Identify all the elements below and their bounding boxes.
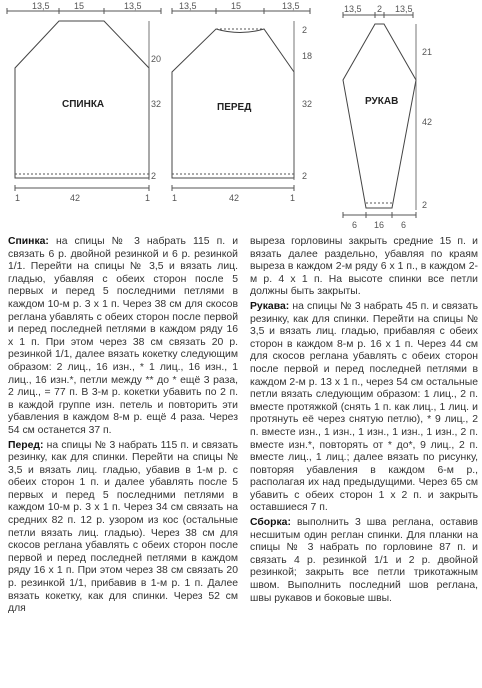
front-neck-dim: 2 [302, 25, 308, 35]
sleeve-outline [343, 24, 416, 208]
front-body-dim: 32 [302, 99, 313, 109]
sleeve-top-middle-dim: 2 [377, 4, 383, 14]
instructions-left-column [8, 236, 238, 686]
sleeve-bottom-left-dim: 6 [352, 220, 358, 230]
sleeve-length-dim: 42 [422, 117, 433, 127]
back-bottom-left-dim: 1 [15, 193, 21, 203]
back-heading: Спинка: [8, 236, 49, 247]
front-section [8, 440, 238, 616]
front-top-right-dim: 13,5 [282, 1, 300, 11]
back-schematic [7, 1, 161, 203]
front-schematic [172, 1, 312, 203]
front-heading: Перед: [8, 439, 44, 451]
back-bottom-right-dim: 1 [145, 193, 151, 203]
sleeve-top-left-dim: 13,5 [344, 4, 362, 14]
sleeve-top-right-dim: 13,5 [395, 4, 413, 14]
front-top-left-dim: 13,5 [179, 1, 197, 11]
front-label: ПЕРЕД [217, 102, 252, 113]
assembly-section [250, 517, 478, 605]
sleeve-heading: Рукава: [250, 300, 290, 312]
front-text: на спицы № 3 набрать 115 п. и связать резинку, как для спинки. Перейти на спицы № 3,5 и вязать лиц. гладью, убавив в 1-м р. с обеих сторон 1 п. и далее убавлять после 5 первых и перед 5 последними петлями в каждом 10-м р. 3 х 1 п. Через 34 см связать на средних 82 п. 12 р. узором из кос (остальные петли вязать лиц. гладью). Через 38 см для скосов реглана убавлять с обеих сторон после первой и перед последней петлями в каждом ряду 16 х 1 п. При этом через 38 см связать 20 р. резинкой 1/1, прибавив в 1-м р. 1 п. Далее вязать кокетку, как для спинки. Через 52 см для [8, 439, 238, 615]
back-top-left-dim: 13,5 [32, 1, 50, 11]
back-section [8, 236, 238, 438]
back-top-middle-dim: 15 [74, 1, 85, 11]
sleeve-schematic [343, 4, 432, 230]
sleeve-label: РУКАВ [365, 96, 399, 107]
assembly-text: выполнить 3 шва реглана, оставив несшитым один реглан спинки. Для планки на спицы № 3 набрать по горловине 87 п. и связать 4 р. резинкой 1/1 и 2 р. двойной резинкой; закрыть все петли трикотажным швом. Выполнить последний шов реглана, швы рукавов и боковые швы. [250, 517, 478, 604]
sleeve-bottom-right-dim: 6 [401, 220, 407, 230]
sleeve-bottom-width-dim: 16 [374, 220, 385, 230]
sleeve-section [250, 301, 478, 515]
back-top-right-dim: 13,5 [124, 1, 142, 11]
front-continued-section [250, 236, 478, 299]
front-armhole-dim: 18 [302, 51, 313, 61]
front-bottom-right-dim: 1 [290, 193, 296, 203]
assembly-heading: Сборка: [250, 517, 291, 529]
back-armhole-dim: 20 [151, 54, 162, 64]
back-rib-dim: 2 [151, 171, 157, 181]
instructions-right-column [250, 236, 478, 686]
back-body-dim: 32 [151, 99, 162, 109]
sleeve-raglan-dim: 21 [422, 47, 433, 57]
front-rib-dim: 2 [302, 171, 308, 181]
front-bottom-width-dim: 42 [229, 193, 240, 203]
sleeve-rib-dim: 2 [422, 200, 428, 210]
front-top-middle-dim: 15 [231, 1, 242, 11]
back-bottom-width-dim: 42 [70, 193, 81, 203]
pattern-diagram [0, 0, 482, 232]
back-label: СПИНКА [62, 99, 105, 110]
back-text: на спицы № 3 набрать 115 п. и связать 6 р. двойной резинкой и 6 р. резинкой 1/1. Перейти на спицы № 3,5 и вязать лиц. гладью, убавляя с обеих сторон после 5 первых и перед 5 последними петлями в каждом 10-м р. 3 х 1 п. Через 38 см для скосов реглана убавлять с обеих сторон после первой и перед последней петлями в каждом ряду 16 х 1 п. При этом через 38 см связать 20 р. резинкой 1/1, далее вязать кокетку следующим образом: 2 лиц., 16 изн., * 1 лиц., 16 изн., 1 лиц., 16 изн.*, петли между ** до * ещё 3 раза, 2 лиц., = 77 п. В 3-м р. кокетки убавить по 2 п. в каждой группе изн. петель и повторить эти убавления в каждом 8-м р. ещё 4 раза. Через 54 см останется 37 п. [8, 236, 238, 436]
sleeve-text: на спицы № 3 набрать 45 п. и связать резинку, как для спинки. Перейти на спицы № 3,5 и вязать лиц. гладью, прибавляя с обеих сторон в каждом 8-м р. 16 х 1 п. Через 44 см для скосов реглана убавлять с обеих сторон после первой и перед последней петлями в каждом 2-м р. 13 х 1 п., через 54 см остальные петли вязать следующим образом: 1 лиц., 2 п. вместе протяжкой (снять 1 п. как лиц., 1 лиц. и протянуть её через снятую петлю), * 9 лиц., 2 п. вместе изн., 1 изн., 1 изн., 1 изн., 1 изн., 2 п. вместе изн.*, повторять от * до*, 9 лиц., 2 п. вместе лиц., 1 лиц.; далее вязать по рисунку, повторяя убавления в каждом 6-м р., располагая их над предыдущими. Через 65 см убавить с обеих сторон 1 х 2 п. и закрыть оставшиеся 7 п. [250, 300, 478, 514]
front-bottom-left-dim: 1 [172, 193, 178, 203]
front-continued-text: выреза горловины закрыть средние 15 п. и вязать далее раздельно, убавляя по краям выреза в каждом 2-м ряду 6 х 1 п., в каждом 2-м р. 4 х 1 п. На высоте спинки все петли должны быть закрыты. [250, 236, 478, 298]
